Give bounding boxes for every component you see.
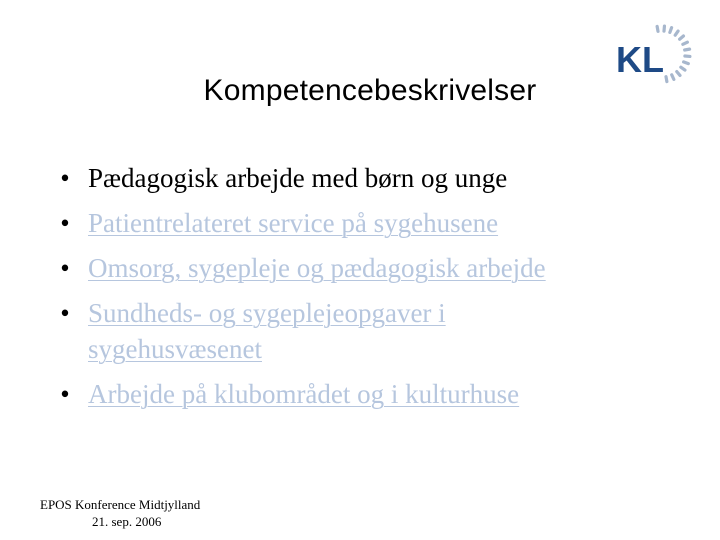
logo-arc-dash <box>657 26 658 31</box>
bullet-item[interactable] <box>58 205 678 241</box>
bullet-item[interactable] <box>58 250 678 286</box>
logo-arc-dash <box>677 72 680 76</box>
slide-title: Kompetencebeskrivelser <box>203 74 537 107</box>
bullet-marker: • <box>60 298 70 328</box>
bullet-marker: • <box>60 253 70 283</box>
logo-arc-dash <box>680 36 684 39</box>
logo-arc-dash <box>670 28 672 33</box>
bullet-marker: • <box>60 379 70 409</box>
bullet-item[interactable] <box>58 295 678 367</box>
kl-logo-icon <box>612 14 696 86</box>
logo-arc-dash <box>685 49 690 50</box>
bullet-text: Pædagogisk arbejde med børn og unge <box>88 163 508 193</box>
footer-line-2: 21. sep. 2006 <box>92 514 162 529</box>
logo-arc-dash <box>672 75 674 80</box>
bullet-list <box>58 160 678 421</box>
logo-arc-dash <box>684 62 689 64</box>
logo-arc-dash <box>666 77 667 82</box>
bullet-item[interactable] <box>58 376 678 412</box>
footer <box>40 496 240 530</box>
bullet-link[interactable]: Omsorg, sygepleje og pædagogisk arbejde <box>88 253 546 283</box>
logo-arc-dash <box>675 31 678 35</box>
bullet-marker: • <box>60 208 70 238</box>
logo-text: KL <box>616 39 664 80</box>
bullet-link[interactable]: Sundheds- og sygeplejeopgaver i sygehusvæsenet <box>88 298 446 364</box>
bullet-item <box>58 160 678 196</box>
bullet-link[interactable]: Arbejde på klubområdet og i kulturhuse <box>88 379 520 409</box>
footer-line-1: EPOS Konference Midtjylland <box>40 497 201 512</box>
logo-arc-dash <box>683 42 688 44</box>
bullet-marker: • <box>60 163 70 193</box>
bullet-link[interactable]: Patientrelateret service på sygehusene <box>88 208 499 238</box>
logo-arc-dash <box>681 67 685 70</box>
